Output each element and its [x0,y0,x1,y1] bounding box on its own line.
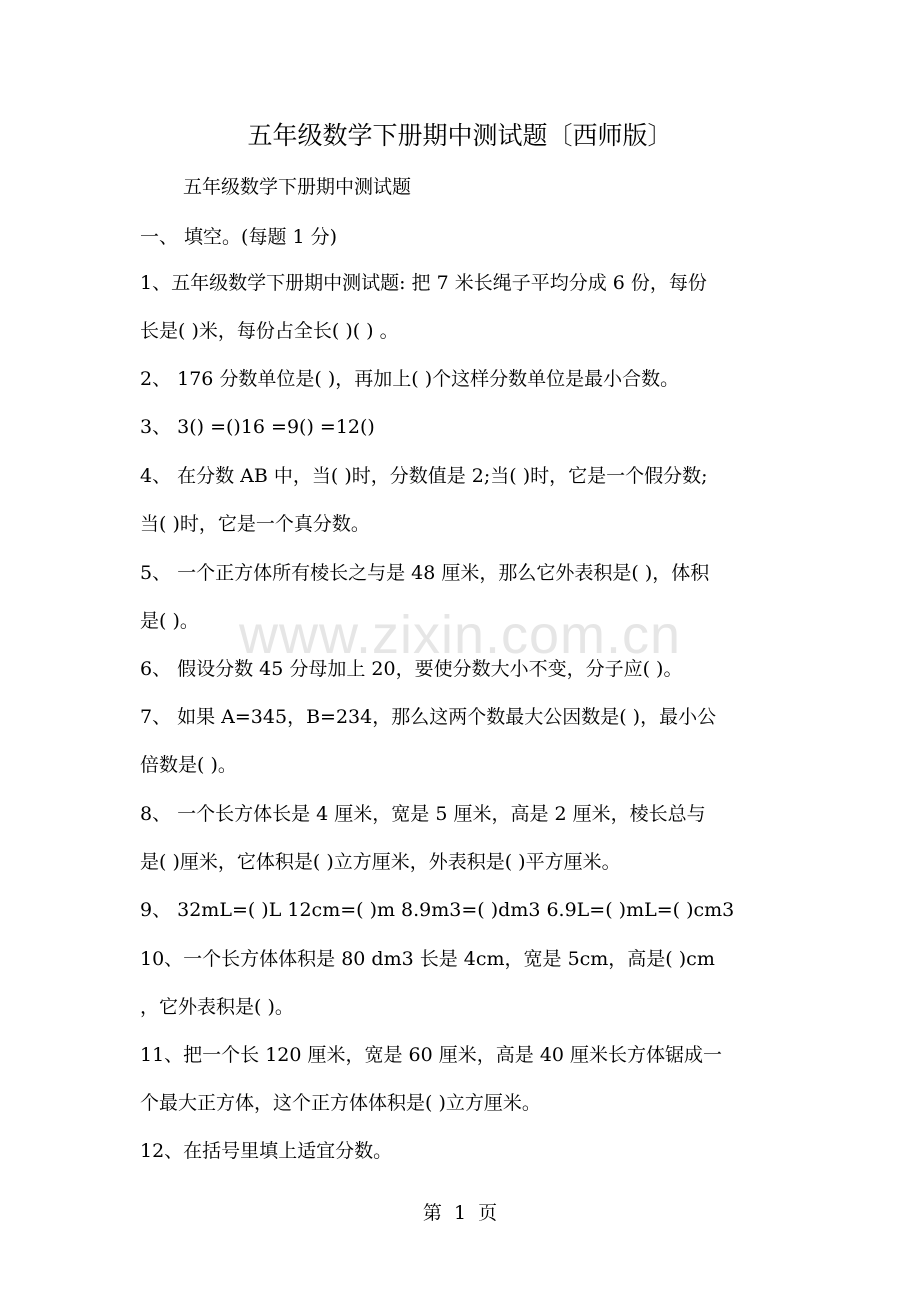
question-line: 1、五年级数学下册期中测试题: 把 7 米长绳子平均分成 6 份，每份 [140,272,707,294]
question-line: 个最大正方体，这个正方体体积是( )立方厘米。 [140,1092,541,1114]
question-line: 10、一个长方体体积是 80 dm3 长是 4cm，宽是 5cm，高是( )cm [140,948,715,970]
document-subtitle: 五年级数学下册期中测试题 [183,176,412,198]
watermark: www.zixin.com.cn [238,605,682,665]
question-line: 倍数是( )。 [140,754,237,776]
page-number: 第 1 页 [422,1202,498,1224]
question-line: 5、 一个正方体所有棱长之与是 48 厘米，那么它外表积是( )，体积 [140,562,710,584]
question-line: ，它外表积是( )。 [140,996,294,1018]
question-line: 11、把一个长 120 厘米，宽是 60 厘米，高是 40 厘米长方体锯成一 [140,1044,723,1066]
question-line: 7、 如果 A=345，B=234，那么这两个数最大公因数是( )，最小公 [140,706,717,728]
section-heading: 一、 填空。(每题 1 分) [140,226,338,248]
question-line: 当( )时，它是一个真分数。 [140,513,370,535]
question-line: 长是( )米，每份占全长( )( ) 。 [140,320,399,342]
question-line: 9、 32mL=( )L 12cm=( )m 8.9m3=( )dm3 6.9L=( )mL=( )cm3 [140,899,735,921]
question-line: 是( )。 [140,610,199,632]
document-title: 五年级数学下册期中测试题〔西师版〕 [247,121,673,150]
question-line: 8、 一个长方体长是 4 厘米，宽是 5 厘米，高是 2 厘米，棱长总与 [140,803,706,825]
question-line: 4、 在分数 AB 中，当( )时，分数值是 2;当( )时，它是一个假分数; [140,465,708,487]
question-line: 是( )厘米，它体积是( )立方厘米，外表积是( )平方厘米。 [140,851,621,873]
question-line: 2、 176 分数单位是( )，再加上( )个这样分数单位是最小合数。 [140,368,680,390]
question-line: 3、 3() =()16 =9() =12() [140,416,375,438]
question-line: 6、 假设分数 45 分母加上 20，要使分数大小不变，分子应( )。 [140,658,683,680]
question-line: 12、在括号里填上适宜分数。 [140,1140,393,1162]
